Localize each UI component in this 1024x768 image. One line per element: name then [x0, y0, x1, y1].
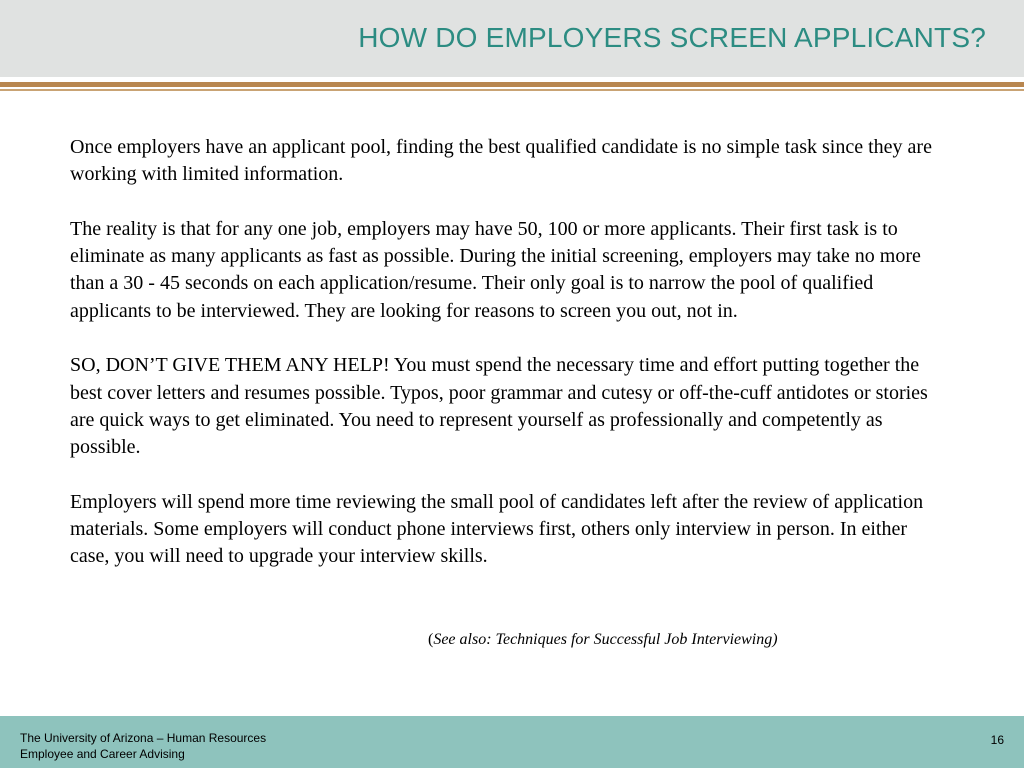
- see-also-paren: (: [428, 631, 434, 648]
- page-number: 16: [990, 733, 1004, 747]
- paragraph-no-help: SO, DON’T GIVE THEM ANY HELP! You must spend the necessary time and effort putting together the best cover letters and resumes possible. Typos, poor grammar and cutesy or off-the-cuff antidotes or stories are quick ways to get eliminated. You need to represent yourself as professionally and competently as possible.: [70, 354, 928, 459]
- see-also-text: See also: Techniques for Successful Job Interviewing): [433, 631, 778, 648]
- slide-footer: [0, 716, 1024, 768]
- see-also-note: [428, 631, 778, 649]
- footer-org-line1: The University of Arizona – Human Resources: [20, 731, 267, 745]
- paragraph-interviews: Employers will spend more time reviewing the small pool of candidates left after the review of application materials. Some employers will conduct phone interviews first, others only interview in person. In either case, you will need to upgrade your interview skills.: [70, 490, 924, 568]
- footer-organization: [20, 730, 266, 762]
- paragraph-reality: The reality is that for any one job, employers may have 50, 100 or more applicants. Their first task is to eliminate as many applicants as fast as possible. During the initial screening, employers may take no more than a 30 - 45 seconds on each application/resume. Their only goal is to narrow the pool of qualified applicants to be interviewed. They are looking for reasons to screen you out, not in.: [70, 217, 921, 322]
- paragraph-intro: Once employers have an applicant pool, finding the best qualified candidate is no simple task since they are working with limited information.: [70, 136, 932, 186]
- slide-title: HOW DO EMPLOYERS SCREEN APPLICANTS?: [358, 22, 986, 53]
- header-divider-thin: [0, 89, 1024, 91]
- slide-body: [70, 134, 950, 598]
- footer-org-line2: Employee and Career Advising: [20, 747, 185, 761]
- header-divider: [0, 82, 1024, 87]
